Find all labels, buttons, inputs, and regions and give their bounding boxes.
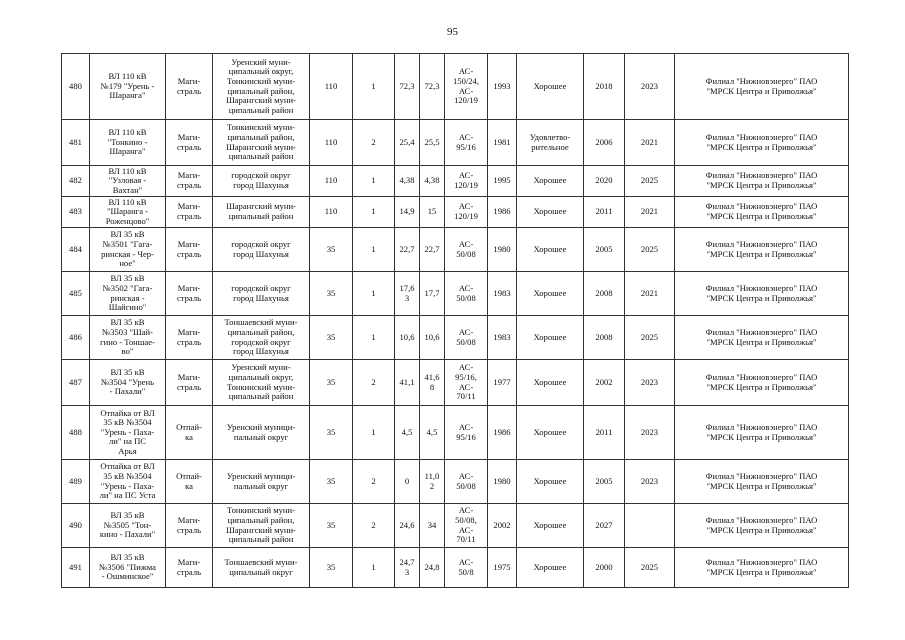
cell-length2: 25,5 bbox=[420, 120, 445, 166]
cell-length2: 4,5 bbox=[420, 406, 445, 460]
cell-owner: Филиал "Нижновэнерго" ПАО "МРСК Центра и Приволжья" bbox=[675, 460, 849, 504]
cell-condition: Хорошее bbox=[517, 197, 584, 228]
cell-owner: Филиал "Нижновэнерго" ПАО "МРСК Центра и Приволжья" bbox=[675, 406, 849, 460]
cell-num: 484 bbox=[62, 228, 90, 272]
table-body bbox=[62, 54, 849, 588]
cell-num: 488 bbox=[62, 406, 90, 460]
cell-year: 1975 bbox=[488, 548, 517, 588]
cell-length2: 17,7 bbox=[420, 272, 445, 316]
cell-num: 489 bbox=[62, 460, 90, 504]
cell-type: Маги- страль bbox=[166, 54, 213, 120]
cell-voltage: 110 bbox=[310, 166, 353, 197]
cell-year-start: 2008 bbox=[584, 272, 625, 316]
cell-voltage: 35 bbox=[310, 460, 353, 504]
cell-condition: Хорошее bbox=[517, 54, 584, 120]
cell-year-end: 2025 bbox=[625, 166, 675, 197]
cell-type: Маги- страль bbox=[166, 166, 213, 197]
power-lines-table bbox=[61, 53, 849, 588]
cell-territory: Тоншаевский муни- ципальный район, городской округ город Шахунья bbox=[213, 316, 310, 360]
cell-name: ВЛ 110 кВ "Узловая - Вахтан" bbox=[90, 166, 166, 197]
cell-year-end: 2021 bbox=[625, 120, 675, 166]
table-row bbox=[62, 228, 849, 272]
cell-length2: 15 bbox=[420, 197, 445, 228]
cell-circuits: 1 bbox=[353, 272, 395, 316]
cell-wire: АС- 95/16 bbox=[445, 120, 488, 166]
cell-condition: Хорошее bbox=[517, 548, 584, 588]
cell-year: 1981 bbox=[488, 120, 517, 166]
cell-name: Отпайка от ВЛ 35 кВ №3504 "Урень - Паха- ли" на ПС Уста bbox=[90, 460, 166, 504]
cell-length1: 10,6 bbox=[395, 316, 420, 360]
cell-year-end: 2023 bbox=[625, 360, 675, 406]
cell-territory: Тоншаевский муни- ципальный округ bbox=[213, 548, 310, 588]
table-row bbox=[62, 272, 849, 316]
cell-year-start: 2000 bbox=[584, 548, 625, 588]
cell-year: 1993 bbox=[488, 54, 517, 120]
cell-year-start: 2027 bbox=[584, 504, 625, 548]
cell-year-start: 2011 bbox=[584, 406, 625, 460]
cell-owner: Филиал "Нижновэнерго" ПАО "МРСК Центра и Приволжья" bbox=[675, 120, 849, 166]
cell-name: ВЛ 110 кВ "Тонкино - Шаранга" bbox=[90, 120, 166, 166]
cell-length2: 34 bbox=[420, 504, 445, 548]
cell-wire: АС- 50/08 bbox=[445, 228, 488, 272]
cell-wire: АС- 50/08, АС- 70/11 bbox=[445, 504, 488, 548]
cell-name: ВЛ 35 кВ №3501 "Гага- ринская - Чер- ное" bbox=[90, 228, 166, 272]
cell-type: Отпай- ка bbox=[166, 460, 213, 504]
cell-num: 481 bbox=[62, 120, 90, 166]
cell-voltage: 35 bbox=[310, 316, 353, 360]
cell-circuits: 2 bbox=[353, 460, 395, 504]
cell-year-end: 2025 bbox=[625, 316, 675, 360]
cell-circuits: 1 bbox=[353, 406, 395, 460]
cell-year: 2002 bbox=[488, 504, 517, 548]
cell-type: Маги- страль bbox=[166, 197, 213, 228]
cell-type: Маги- страль bbox=[166, 360, 213, 406]
cell-name: ВЛ 35 кВ №3505 "Тон- кино - Пахали" bbox=[90, 504, 166, 548]
cell-year-start: 2008 bbox=[584, 316, 625, 360]
cell-wire: АС- 95/16 bbox=[445, 406, 488, 460]
cell-voltage: 35 bbox=[310, 272, 353, 316]
cell-condition: Хорошее bbox=[517, 360, 584, 406]
cell-circuits: 1 bbox=[353, 228, 395, 272]
table-row bbox=[62, 360, 849, 406]
table-row bbox=[62, 504, 849, 548]
cell-condition: Хорошее bbox=[517, 316, 584, 360]
cell-year: 1980 bbox=[488, 228, 517, 272]
cell-wire: АС- 50/08 bbox=[445, 272, 488, 316]
cell-year: 1983 bbox=[488, 316, 517, 360]
cell-year-end: 2021 bbox=[625, 197, 675, 228]
cell-owner: Филиал "Нижновэнерго" ПАО "МРСК Центра и Приволжья" bbox=[675, 54, 849, 120]
cell-num: 480 bbox=[62, 54, 90, 120]
cell-num: 482 bbox=[62, 166, 90, 197]
cell-year: 1995 bbox=[488, 166, 517, 197]
cell-year-end: 2023 bbox=[625, 54, 675, 120]
cell-year-start: 2006 bbox=[584, 120, 625, 166]
cell-length1: 17,6 3 bbox=[395, 272, 420, 316]
cell-name: ВЛ 110 кВ №179 "Урень - Шаранга" bbox=[90, 54, 166, 120]
cell-wire: АС- 50/8 bbox=[445, 548, 488, 588]
cell-year: 1977 bbox=[488, 360, 517, 406]
cell-year-end: 2023 bbox=[625, 406, 675, 460]
cell-condition: Хорошее bbox=[517, 504, 584, 548]
cell-type: Маги- страль bbox=[166, 548, 213, 588]
cell-voltage: 35 bbox=[310, 548, 353, 588]
cell-year-end: 2023 bbox=[625, 460, 675, 504]
cell-condition: Хорошее bbox=[517, 228, 584, 272]
cell-voltage: 35 bbox=[310, 228, 353, 272]
cell-voltage: 35 bbox=[310, 504, 353, 548]
cell-territory: городской округ город Шахунья bbox=[213, 166, 310, 197]
cell-num: 486 bbox=[62, 316, 90, 360]
cell-wire: АС- 120/19 bbox=[445, 166, 488, 197]
cell-length1: 22,7 bbox=[395, 228, 420, 272]
cell-circuits: 1 bbox=[353, 548, 395, 588]
cell-length1: 72,3 bbox=[395, 54, 420, 120]
cell-territory: Уренский муни- ципальный округ, Тонкинский муни- ципальный район, Шарангский муни- ципальный район bbox=[213, 54, 310, 120]
cell-wire: АС- 50/08 bbox=[445, 316, 488, 360]
table-row bbox=[62, 54, 849, 120]
cell-name: ВЛ 35 кВ №3506 "Пижма - Ошминское" bbox=[90, 548, 166, 588]
cell-voltage: 35 bbox=[310, 406, 353, 460]
cell-length2: 24,8 bbox=[420, 548, 445, 588]
cell-wire: АС- 150/24, АС- 120/19 bbox=[445, 54, 488, 120]
cell-condition: Хорошее bbox=[517, 272, 584, 316]
table-row bbox=[62, 316, 849, 360]
cell-condition: Хорошее bbox=[517, 406, 584, 460]
table-row bbox=[62, 460, 849, 504]
cell-owner: Филиал "Нижновэнерго" ПАО "МРСК Центра и Приволжья" bbox=[675, 228, 849, 272]
cell-circuits: 1 bbox=[353, 197, 395, 228]
cell-year-start: 2005 bbox=[584, 460, 625, 504]
cell-type: Маги- страль bbox=[166, 504, 213, 548]
cell-length2: 22,7 bbox=[420, 228, 445, 272]
page-number: 95 bbox=[447, 26, 458, 38]
cell-num: 490 bbox=[62, 504, 90, 548]
cell-voltage: 110 bbox=[310, 197, 353, 228]
cell-year: 1983 bbox=[488, 272, 517, 316]
cell-length2: 4,38 bbox=[420, 166, 445, 197]
cell-owner: Филиал "Нижновэнерго" ПАО "МРСК Центра и Приволжья" bbox=[675, 360, 849, 406]
cell-condition: Хорошее bbox=[517, 166, 584, 197]
cell-territory: городской округ город Шахунья bbox=[213, 272, 310, 316]
cell-length1: 25,4 bbox=[395, 120, 420, 166]
cell-name: Отпайка от ВЛ 35 кВ №3504 "Урень - Паха- ли" на ПС Арья bbox=[90, 406, 166, 460]
cell-type: Маги- страль bbox=[166, 316, 213, 360]
cell-owner: Филиал "Нижновэнерго" ПАО "МРСК Центра и Приволжья" bbox=[675, 504, 849, 548]
cell-owner: Филиал "Нижновэнерго" ПАО "МРСК Центра и Приволжья" bbox=[675, 166, 849, 197]
cell-circuits: 2 bbox=[353, 504, 395, 548]
cell-length1: 14,9 bbox=[395, 197, 420, 228]
cell-wire: АС- 120/19 bbox=[445, 197, 488, 228]
cell-circuits: 1 bbox=[353, 316, 395, 360]
cell-num: 491 bbox=[62, 548, 90, 588]
cell-territory: Тонкинский муни- ципальный район, Шарангский муни- ципальный район bbox=[213, 120, 310, 166]
cell-year-end: 2021 bbox=[625, 272, 675, 316]
cell-type: Маги- страль bbox=[166, 228, 213, 272]
cell-name: ВЛ 110 кВ "Шаранга - Роженцово" bbox=[90, 197, 166, 228]
table-row bbox=[62, 548, 849, 588]
cell-owner: Филиал "Нижновэнерго" ПАО "МРСК Центра и Приволжья" bbox=[675, 548, 849, 588]
cell-year-start: 2011 bbox=[584, 197, 625, 228]
cell-name: ВЛ 35 кВ №3503 "Шай- гино - Тоншае- во" bbox=[90, 316, 166, 360]
cell-year-end: 2025 bbox=[625, 548, 675, 588]
cell-year-end: 2025 bbox=[625, 228, 675, 272]
cell-year-end bbox=[625, 504, 675, 548]
cell-type: Отпай- ка bbox=[166, 406, 213, 460]
cell-circuits: 2 bbox=[353, 120, 395, 166]
table-row bbox=[62, 197, 849, 228]
cell-year-start: 2005 bbox=[584, 228, 625, 272]
cell-territory: Тонкинский муни- ципальный район, Шарангский муни- ципальный район bbox=[213, 504, 310, 548]
cell-wire: АС- 50/08 bbox=[445, 460, 488, 504]
cell-length1: 24,7 3 bbox=[395, 548, 420, 588]
cell-owner: Филиал "Нижновэнерго" ПАО "МРСК Центра и Приволжья" bbox=[675, 197, 849, 228]
cell-num: 485 bbox=[62, 272, 90, 316]
cell-circuits: 2 bbox=[353, 360, 395, 406]
cell-territory: Шарангский муни- ципальный район bbox=[213, 197, 310, 228]
cell-territory: Уренский муници- пальный округ bbox=[213, 460, 310, 504]
cell-name: ВЛ 35 кВ №3504 "Урень - Пахали" bbox=[90, 360, 166, 406]
cell-length1: 4,5 bbox=[395, 406, 420, 460]
cell-wire: АС- 95/16, АС- 70/11 bbox=[445, 360, 488, 406]
cell-year: 1986 bbox=[488, 197, 517, 228]
cell-voltage: 110 bbox=[310, 54, 353, 120]
cell-year-start: 2002 bbox=[584, 360, 625, 406]
table-row bbox=[62, 120, 849, 166]
cell-length1: 24,6 bbox=[395, 504, 420, 548]
cell-territory: Уренский муници- пальный округ bbox=[213, 406, 310, 460]
cell-year: 1986 bbox=[488, 406, 517, 460]
cell-territory: Уренский муни- ципальный округ, Тонкинский муни- ципальный район bbox=[213, 360, 310, 406]
cell-type: Маги- страль bbox=[166, 120, 213, 166]
cell-num: 487 bbox=[62, 360, 90, 406]
cell-circuits: 1 bbox=[353, 166, 395, 197]
cell-length2: 41,6 8 bbox=[420, 360, 445, 406]
cell-length2: 10,6 bbox=[420, 316, 445, 360]
table-row bbox=[62, 406, 849, 460]
cell-year-start: 2020 bbox=[584, 166, 625, 197]
cell-owner: Филиал "Нижновэнерго" ПАО "МРСК Центра и Приволжья" bbox=[675, 272, 849, 316]
cell-voltage: 35 bbox=[310, 360, 353, 406]
cell-length1: 0 bbox=[395, 460, 420, 504]
cell-length2: 72,3 bbox=[420, 54, 445, 120]
cell-voltage: 110 bbox=[310, 120, 353, 166]
table-row bbox=[62, 166, 849, 197]
cell-name: ВЛ 35 кВ №3502 "Гага- ринская - Шайгино" bbox=[90, 272, 166, 316]
cell-year-start: 2018 bbox=[584, 54, 625, 120]
cell-owner: Филиал "Нижновэнерго" ПАО "МРСК Центра и Приволжья" bbox=[675, 316, 849, 360]
cell-length1: 41,1 bbox=[395, 360, 420, 406]
cell-length1: 4,38 bbox=[395, 166, 420, 197]
cell-condition: Хорошее bbox=[517, 460, 584, 504]
cell-territory: городской округ город Шахунья bbox=[213, 228, 310, 272]
cell-circuits: 1 bbox=[353, 54, 395, 120]
cell-year: 1980 bbox=[488, 460, 517, 504]
cell-length2: 11,0 2 bbox=[420, 460, 445, 504]
cell-condition: Удовлетво- рительное bbox=[517, 120, 584, 166]
cell-type: Маги- страль bbox=[166, 272, 213, 316]
cell-num: 483 bbox=[62, 197, 90, 228]
